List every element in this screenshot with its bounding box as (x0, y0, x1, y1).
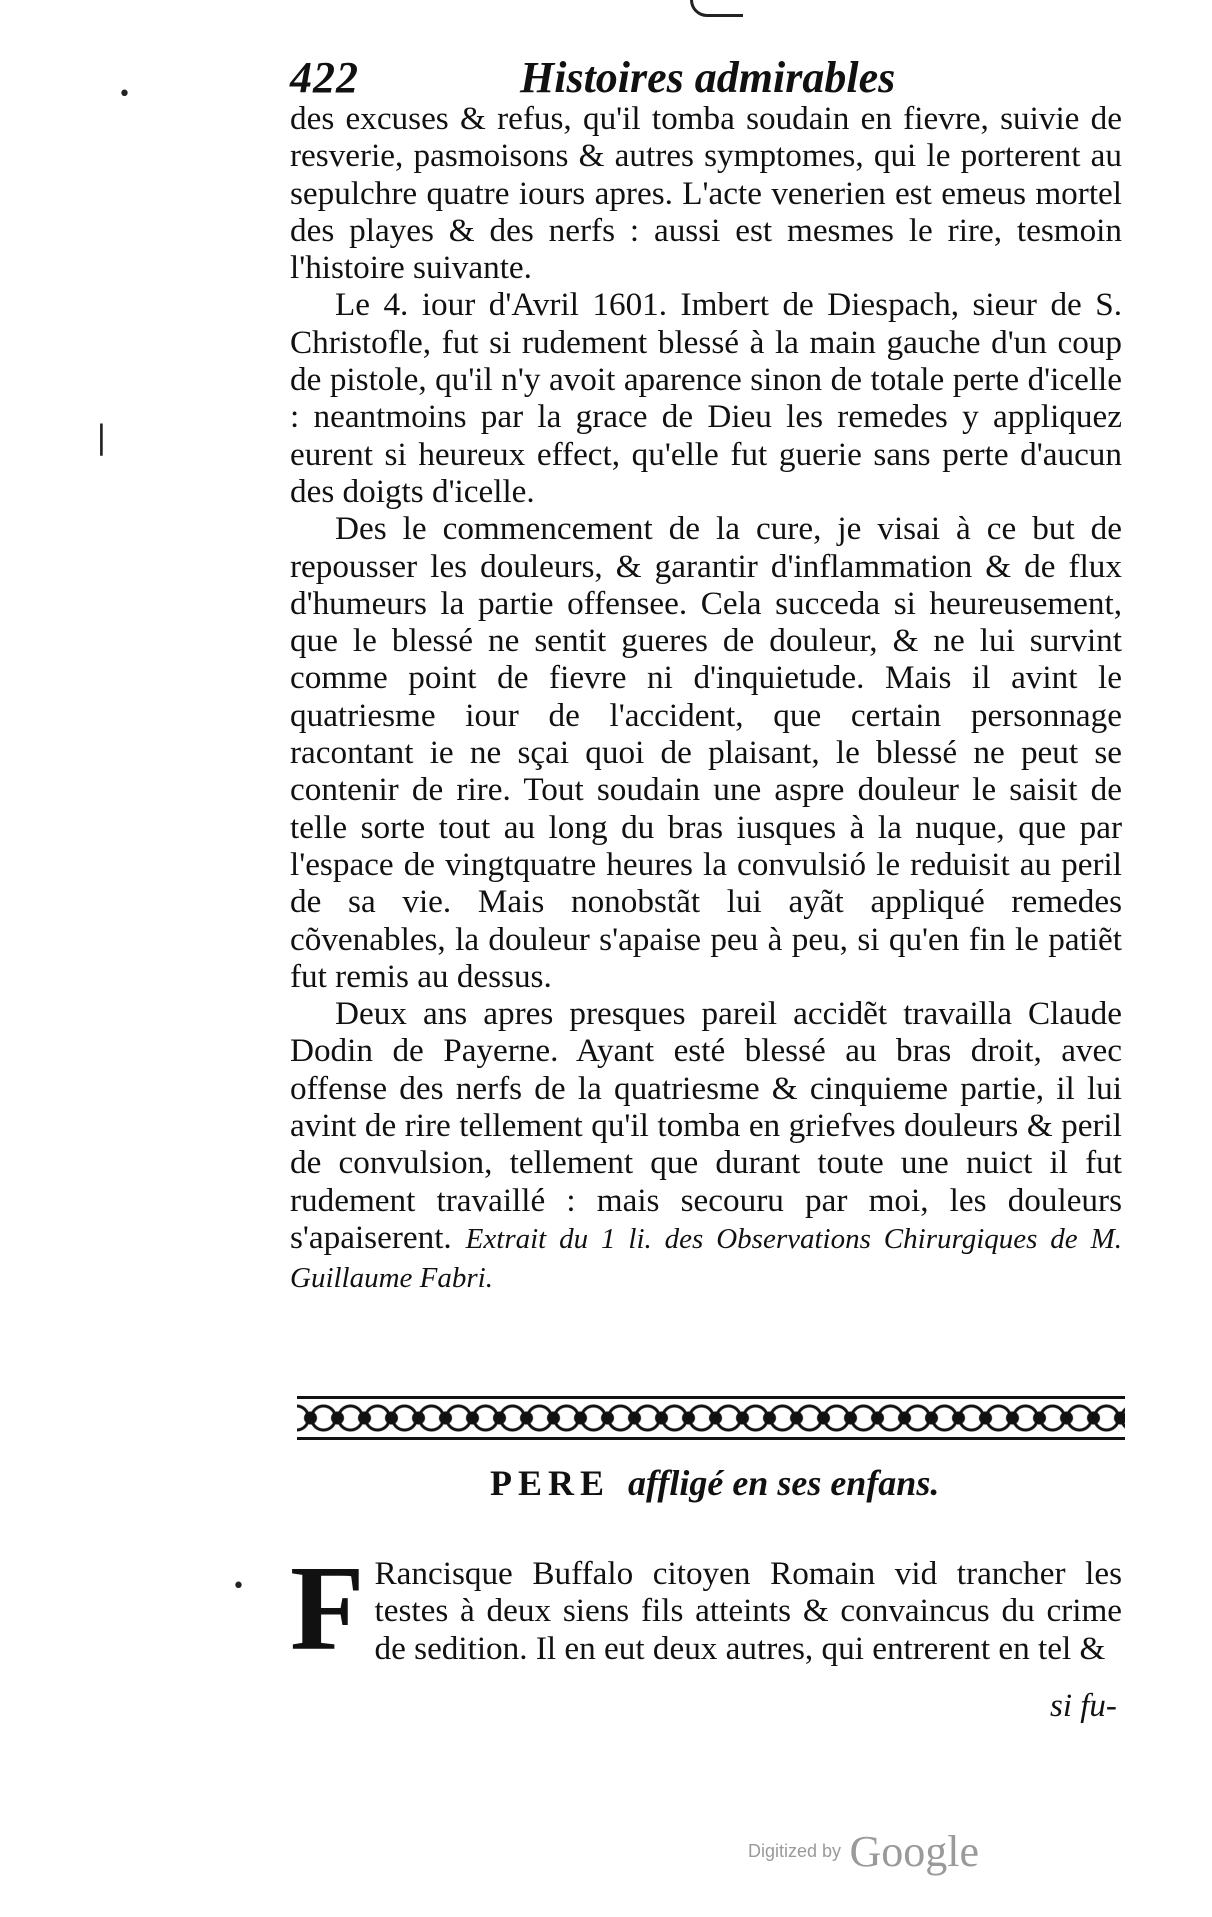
margin-dot-icon: • (118, 82, 131, 107)
main-text-block (290, 100, 1122, 1298)
drop-cap: F (290, 1541, 365, 1676)
paragraph-diespach: Le 4. iour d'Avril 1601. Imbert de Diespach, sieur de S. Christofle, fut si rudement blessé à la main gauche d'un coup de pistole, qu'il n'y avoit aparence sinon de totale perte d'icelle : neantmoins par la grace de Dieu les remedes y appliquez eurent si heureux effect, qu'elle fut guerie sans perte d'aucun des doigts d'icelle. (290, 286, 1122, 510)
watermark-prefix: Digitized by (748, 1841, 842, 1861)
margin-bar-icon: | (96, 418, 107, 456)
citation: Extrait du 1 li. des Observations Chirurgiques de M. Guillaume Fabri. (290, 1222, 1122, 1295)
paragraph-cure: Des le commencement de la cure, je visai à ce but de repousser les douleurs, & garantir d'inflammation & de flux d'humeurs la partie offensee. Cela succeda si heureusement, que le blessé ne sentit gueres de douleur, & ne lui survint comme point de fievre ni d'inquietude. Mais il avint le quatriesme iour de l'accident, que certain personnage racontant ie ne sçai quoi de plaisant, le blessé ne peut se contenir de rire. Tout soudain une aspre douleur le saisit de telle sorte tout au long du bras iusques à la nuque, que par l'espace de vingtquatre heures la convulsió le reduisit au peril de sa vie. Mais nonobstãt lui ayãt appliqué remedes cõvenables, la douleur s'apaise peu à peu, si qu'en fin le patiẽt fut remis au dessus. (290, 510, 1122, 995)
running-title: Histoires admirables (520, 53, 896, 102)
google-logo-text: Google (849, 1827, 980, 1876)
paragraph-dodin (290, 995, 1122, 1297)
margin-dot-icon: • (232, 1574, 245, 1599)
page-number: 422 (290, 53, 359, 102)
section-title-rest: affligé en ses enfans. (628, 1463, 940, 1503)
section-text-block (290, 1541, 1122, 1676)
top-edge-mark (690, 0, 743, 17)
catchword: si fu- (1050, 1688, 1117, 1724)
section-title (490, 1462, 990, 1504)
paragraph-dodin-text: Deux ans apres presques pareil accidẽt travailla Claude Dodin de Payerne. Ayant esté blessé au bras droit, avec offense des nerfs de la quatriesme & cinquieme partie, il lui avint de rire tellement qu'il tomba en griefves douleurs & peril de convulsion, tellement que durant toute une nuict il fut rudement travaillé : mais secouru par moi, les douleurs s'apaiserent. (290, 995, 1122, 1256)
section-paragraph: Rancisque Buffalo citoyen Romain vid trancher les testes à deux siens fils atteints & convaincus du crime de sedition. Il en eut deux autres, qui entrerent en tel & (374, 1555, 1122, 1667)
ornamental-band (297, 1396, 1125, 1440)
paragraph-continuation: des excuses & refus, qu'il tomba soudain en fievre, suivie de resverie, pasmoisons & autres symptomes, qui le porterent au sepulchre quatre iours apres. L'acte venerien est emeus mortel des playes & des nerfs : aussi est mesmes le rire, tesmoin l'histoire suivante. (290, 100, 1122, 287)
section-title-caps: PERE (490, 1463, 611, 1503)
digitized-watermark (748, 1826, 979, 1877)
